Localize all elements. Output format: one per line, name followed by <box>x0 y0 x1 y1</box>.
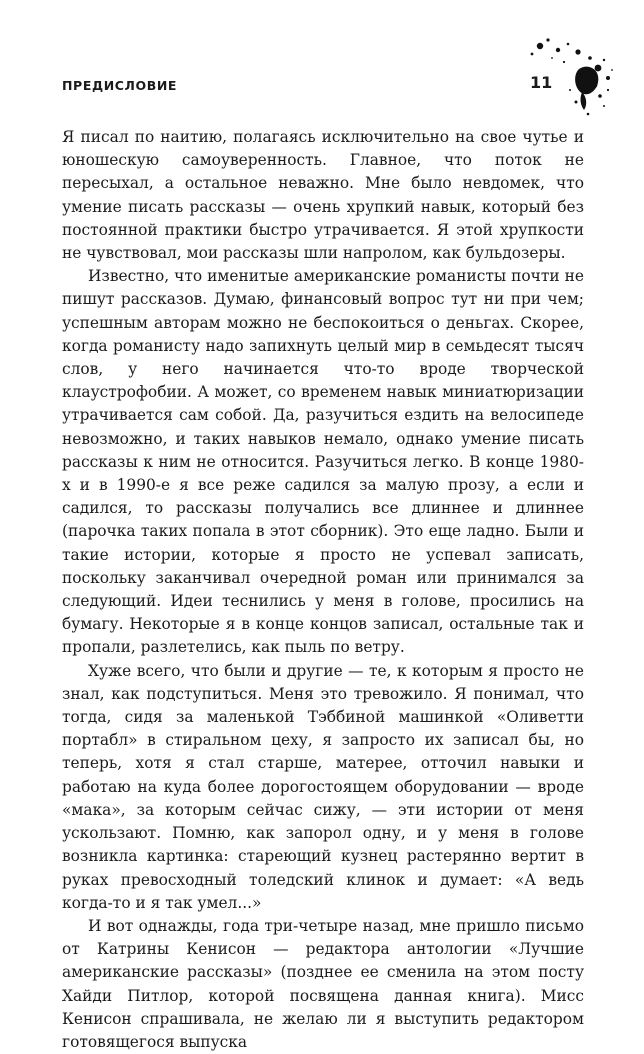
paragraph: Известно, что именитые американские романисты почти не пишут рассказов. Думаю, финансовый вопрос тут ни при чем; успешным авторам можно не беспокоиться о деньгах. Скорее, когда романисту надо запихнуть целый мир в семьдесят тысяч слов, у него начинается что-то вроде творческой клаустрофобии. А может, со временем навык миниатюризации утрачивается сам собой. Да, разучиться ездить на велосипеде невозможно, и таких навыков немало, однако умение писать рассказы к ним не относится. Разучиться легко. В конце 1980-х и в 1990-е я все реже садился за малую прозу, а если и садился, то рассказы получались все длиннее и длиннее (парочка таких попала в этот сборник). Это еще ладно. Были и такие истории, которые я просто не успевал записать, поскольку заканчивал очередной роман или принимался за следующий. Идеи теснились у меня в голове, просились на бумагу. Некоторые я в конце концов записал, остальные так и пропали, разлетелись, как пыль по ветру. <box>62 267 584 657</box>
body-text <box>62 126 584 1054</box>
paragraph: И вот однажды, года три-четыре назад, мне пришло письмо от Катрины Кенисон — редактора антологии «Лучшие американские рассказы» (позднее ее сменила на этом посту Хайди Питлор, которой посвящена данная книга). Мисс Кенисон спрашивала, не желаю ли я выступить редактором готовящегося выпуска <box>62 916 584 1051</box>
running-title: ПРЕДИСЛОВИЕ <box>62 78 178 93</box>
paragraph: Хуже всего, что были и другие — те, к которым я просто не знал, как подступиться. Меня это тревожило. Я понимал, что тогда, сидя за маленькой Тэббиной машинкой «Оливетти портабл» в стиральном цеху, я запросто их записал бы, но теперь, хотя я стал старше, матерее, отточил навыки и работаю на куда более дорогостоящем оборудовании — вроде «мака», за которым сейчас сижу, — эти истории от меня ускользают. Помню, как запорол одну, и у меня в голове возникла картинка: стареющий кузнец растерянно вертит в руках превосходный толедский клинок и думает: «А ведь когда-то и я так умел...» <box>62 661 584 912</box>
paragraph: Я писал по наитию, полагаясь исключительно на свое чутье и юношескую самоуверенность. Главное, что поток не пересыхал, а остальное неважно. Мне было невдомек, что умение писать рассказы — очень хрупкий навык, который без постоянной практики быстро утрачивается. Я этой хрупкости не чувствовал, мои рассказы шли напролом, как бульдозеры. <box>62 128 584 263</box>
page-number: 11 <box>530 73 553 92</box>
